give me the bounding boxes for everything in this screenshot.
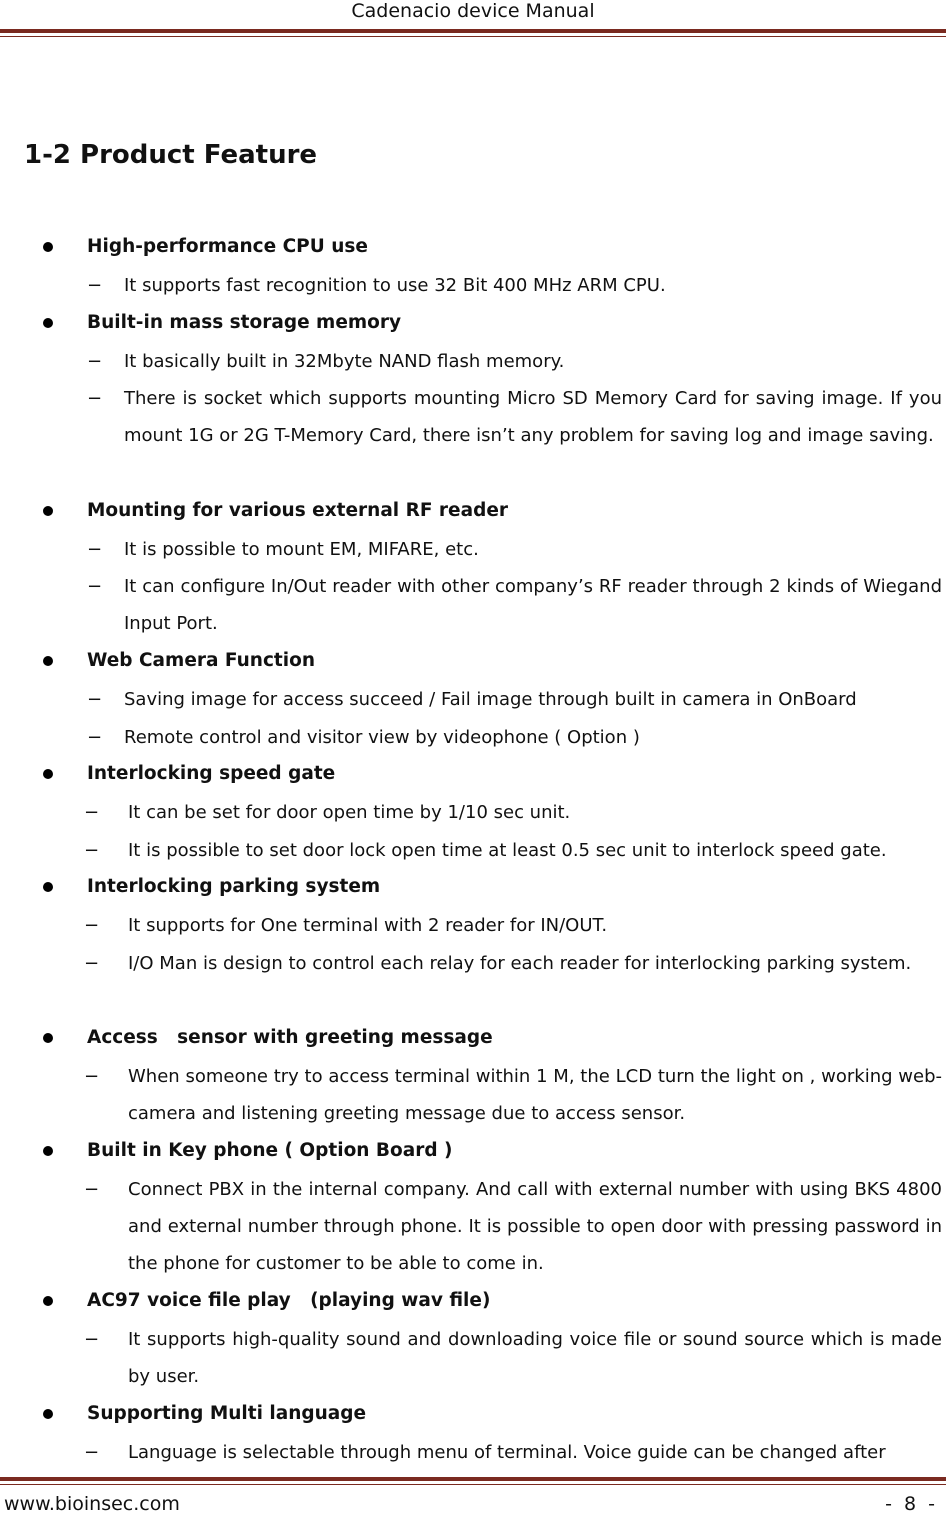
feature-detail-item (0, 681, 946, 719)
dash-icon: − (87, 388, 103, 409)
feature-detail-text: It can configure In/Out reader with other company’s RF reader through 2 kinds of Wiegand Input Port. (124, 576, 942, 634)
bullet-icon (43, 882, 53, 892)
feature-detail-item (0, 380, 946, 493)
feature-heading (0, 229, 946, 267)
dash-icon: − (84, 1442, 100, 1463)
dash-icon: − (84, 839, 100, 861)
feature-title: Mounting for various external RF reader (87, 499, 508, 521)
feature-heading (0, 1283, 946, 1321)
feature-title: Supporting Multi language (87, 1403, 367, 1424)
dash-icon: − (87, 538, 103, 560)
feature-detail-text: There is socket which supports mounting Micro SD Memory Card for saving image. If you mount 1G or 2G T-Memory Card, there isn’t any problem for saving log and image saving. (124, 388, 942, 446)
feature-title: Access sensor with greeting message (87, 1026, 493, 1048)
feature-detail-text: Remote control and visitor view by videophone ( Option ) (124, 726, 640, 748)
feature-detail-text: I/O Man is design to control each relay for each reader for interlocking parking system. (128, 952, 912, 974)
feature-detail-item (0, 719, 946, 757)
feature-title: Built-in mass storage memory (87, 311, 402, 333)
feature-heading (0, 1396, 946, 1434)
footer-rule-thin (0, 1484, 946, 1485)
feature-detail-text: It is possible to set door lock open time at least 0.5 sec unit to interlock speed gate. (128, 839, 887, 861)
bullet-icon (43, 1146, 53, 1156)
dash-icon: − (87, 726, 103, 748)
feature-heading (0, 1133, 946, 1171)
feature-detail-item (0, 531, 946, 569)
feature-detail-item (0, 343, 946, 381)
feature-heading (0, 869, 946, 907)
feature-detail-item (0, 568, 946, 643)
feature-detail-text: It supports fast recognition to use 32 Bit 400 MHz ARM CPU. (124, 275, 666, 296)
bullet-icon (43, 318, 53, 328)
footer-rule-thick (0, 1477, 946, 1481)
bullet-icon (43, 769, 53, 779)
dash-icon: − (84, 802, 100, 823)
feature-detail-item (0, 907, 946, 945)
feature-detail-text: It supports high-quality sound and downloading voice file or sound source which is made by user. (128, 1329, 942, 1387)
feature-detail-text: Connect PBX in the internal company. And call with external number with using BKS 4800 and external number through phone. It is possible to open door with pressing password in the phone for customer to be able to come in. (128, 1178, 942, 1274)
page-number: - 8 - (885, 1493, 938, 1515)
header-rule-thin (0, 36, 946, 37)
footer-url: www.bioinsec.com (4, 1493, 180, 1515)
feature-detail-item (0, 832, 946, 870)
feature-detail-item (0, 267, 946, 305)
feature-heading (0, 305, 946, 343)
feature-heading (0, 643, 946, 681)
dash-icon: − (84, 915, 100, 936)
feature-title: AC97 voice file play (playing wav file) (87, 1290, 491, 1311)
bullet-icon (43, 242, 53, 252)
feature-detail-item (0, 1171, 946, 1284)
feature-heading (0, 493, 946, 531)
feature-title: Interlocking speed gate (87, 763, 336, 784)
feature-title: High-performance CPU use (87, 236, 368, 257)
dash-icon: − (87, 576, 103, 597)
feature-detail-text: It can be set for door open time by 1/10 sec unit. (128, 802, 571, 823)
dash-icon: − (84, 1329, 100, 1350)
bullet-icon (43, 656, 53, 666)
bullet-icon (43, 1409, 53, 1419)
feature-detail-item (0, 1434, 946, 1472)
feature-detail-text: Language is selectable through menu of terminal. Voice guide can be changed after (128, 1442, 886, 1463)
feature-detail-text: It supports for One terminal with 2 reader for IN/OUT. (128, 915, 608, 936)
feature-detail-text: It is possible to mount EM, MIFARE, etc. (124, 538, 479, 560)
dash-icon: − (84, 1178, 100, 1200)
bullet-icon (43, 1033, 53, 1043)
feature-detail-text: When someone try to access terminal within 1 M, the LCD turn the light on , working web-camera and listening greeting message due to access sensor. (128, 1065, 942, 1124)
section-title: 1-2 Product Feature (24, 140, 318, 170)
dash-icon: − (87, 350, 103, 372)
feature-detail-item (0, 1058, 946, 1133)
dash-icon: − (84, 952, 100, 974)
feature-title: Interlocking parking system (87, 876, 381, 897)
dash-icon: − (87, 275, 103, 296)
header-rule-thick (0, 29, 946, 33)
feature-detail-item (0, 794, 946, 832)
feature-title: Web Camera Function (87, 650, 315, 671)
feature-detail-item (0, 1321, 946, 1396)
feature-detail-text: Saving image for access succeed / Fail image through built in camera in OnBoard (124, 689, 857, 710)
dash-icon: − (87, 689, 103, 710)
feature-detail-text: It basically built in 32Mbyte NAND flash memory. (124, 350, 565, 372)
feature-detail-item (0, 945, 946, 1020)
bullet-icon (43, 1296, 53, 1306)
feature-heading (0, 756, 946, 794)
bullet-icon (43, 506, 53, 516)
dash-icon: − (84, 1065, 100, 1087)
feature-heading (0, 1020, 946, 1058)
document-title: Cadenacio device Manual (351, 0, 595, 22)
feature-list (0, 229, 946, 1472)
feature-title: Built in Key phone ( Option Board ) (87, 1139, 453, 1161)
